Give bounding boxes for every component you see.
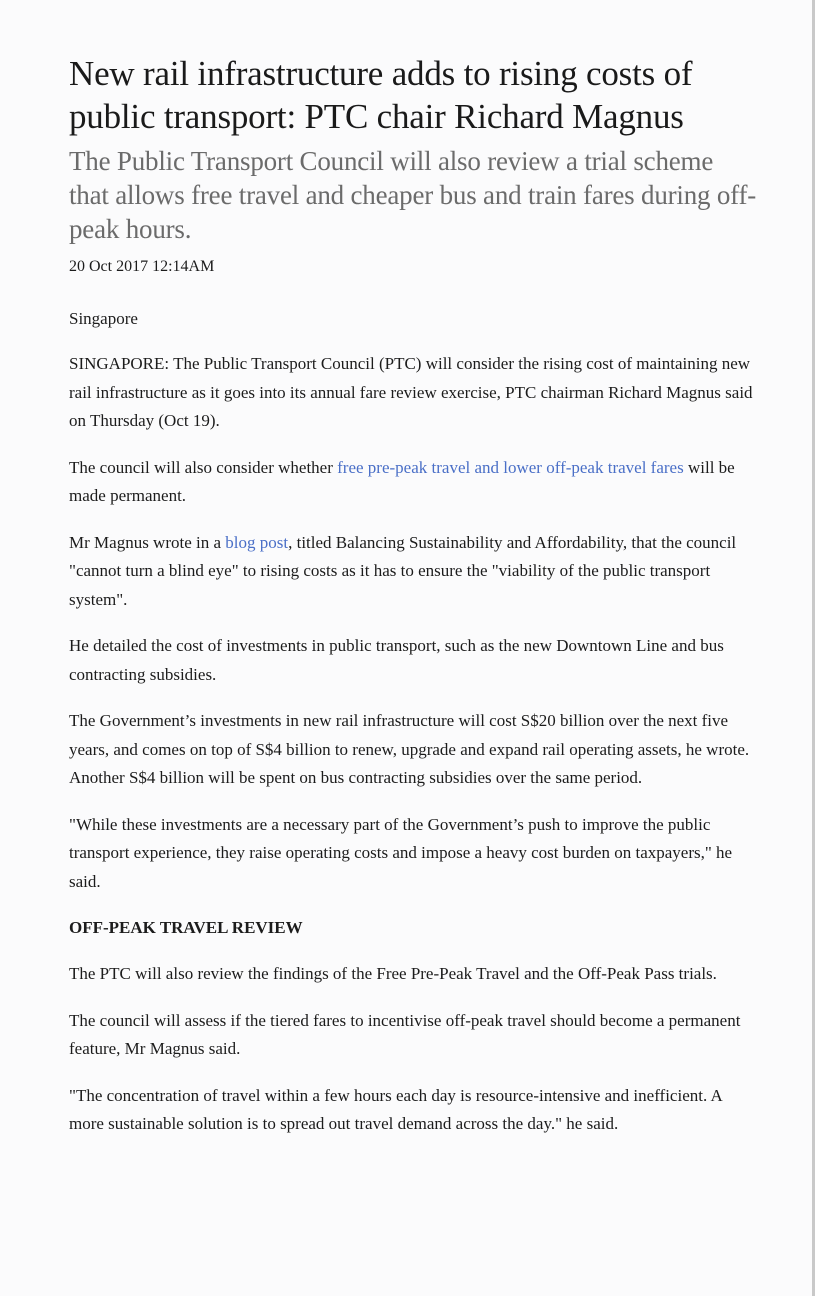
article-title: New rail infrastructure adds to rising costs of public transport: PTC chair Richard Magnus [69, 54, 693, 136]
paragraph-2 [69, 454, 759, 511]
section-heading: OFF-PEAK TRAVEL REVIEW [69, 918, 303, 937]
article-subtitle: The Public Transport Council will also review a trial scheme that allows free travel and cheaper bus and train fares during off-peak hours. [69, 146, 757, 244]
paragraph-text: will be made permanent. [69, 457, 735, 505]
article-date: 20 Oct 2017 12:14AM [69, 258, 215, 275]
paragraph-6: "While these investments are a necessary part of the Government’s push to improve the public transport experience, they raise operating costs and impose a heavy cost burden on taxpayers," he said. [69, 814, 733, 891]
paragraph-5: The Government’s investments in new rail infrastructure will cost S$20 billion over the next five years, and comes on top of S$4 billion to renew, upgrade and expand rail operating assets, he wrote. Another S$4 billion will be spent on bus contracting subsidies over the same period. [69, 711, 750, 787]
blog-post-link[interactable]: blog post [225, 532, 289, 552]
section-paragraph-3: "The concentration of travel within a few hours each day is resource-intensive and inefficient. A more sustainable solution is to spread out travel demand across the day." he said. [69, 1085, 722, 1133]
paragraph-text: , titled Balancing Sustainability and Affordability, that the council "cannot turn a blind eye" to rising costs as it has to ensure the "viability of the public transport system". [69, 532, 737, 609]
paragraph-text: Mr Magnus wrote in a [69, 532, 226, 552]
paragraph-4: He detailed the cost of investments in public transport, such as the new Downtown Line and bus contracting subsidies. [69, 636, 724, 684]
section-paragraph-1: The PTC will also review the findings of the Free Pre-Peak Travel and the Off-Peak Pass trials. [69, 964, 717, 983]
article-location: Singapore [69, 309, 138, 328]
paragraph-text: The council will also consider whether [69, 457, 338, 477]
section-paragraph-2: The council will assess if the tiered fares to incentivise off-peak travel should become a permanent feature, Mr Magnus said. [69, 1010, 741, 1058]
paragraph-3 [69, 529, 759, 615]
paragraph-1: SINGAPORE: The Public Transport Council (PTC) will consider the rising cost of maintaining new rail infrastructure as it goes into its annual fare review exercise, PTC chairman Richard Magnus said on Thursday (Oct 19). [69, 354, 753, 430]
article [69, 52, 759, 1139]
free-pre-peak-travel-link[interactable]: free pre-peak travel and lower off-peak travel fares [337, 457, 684, 477]
